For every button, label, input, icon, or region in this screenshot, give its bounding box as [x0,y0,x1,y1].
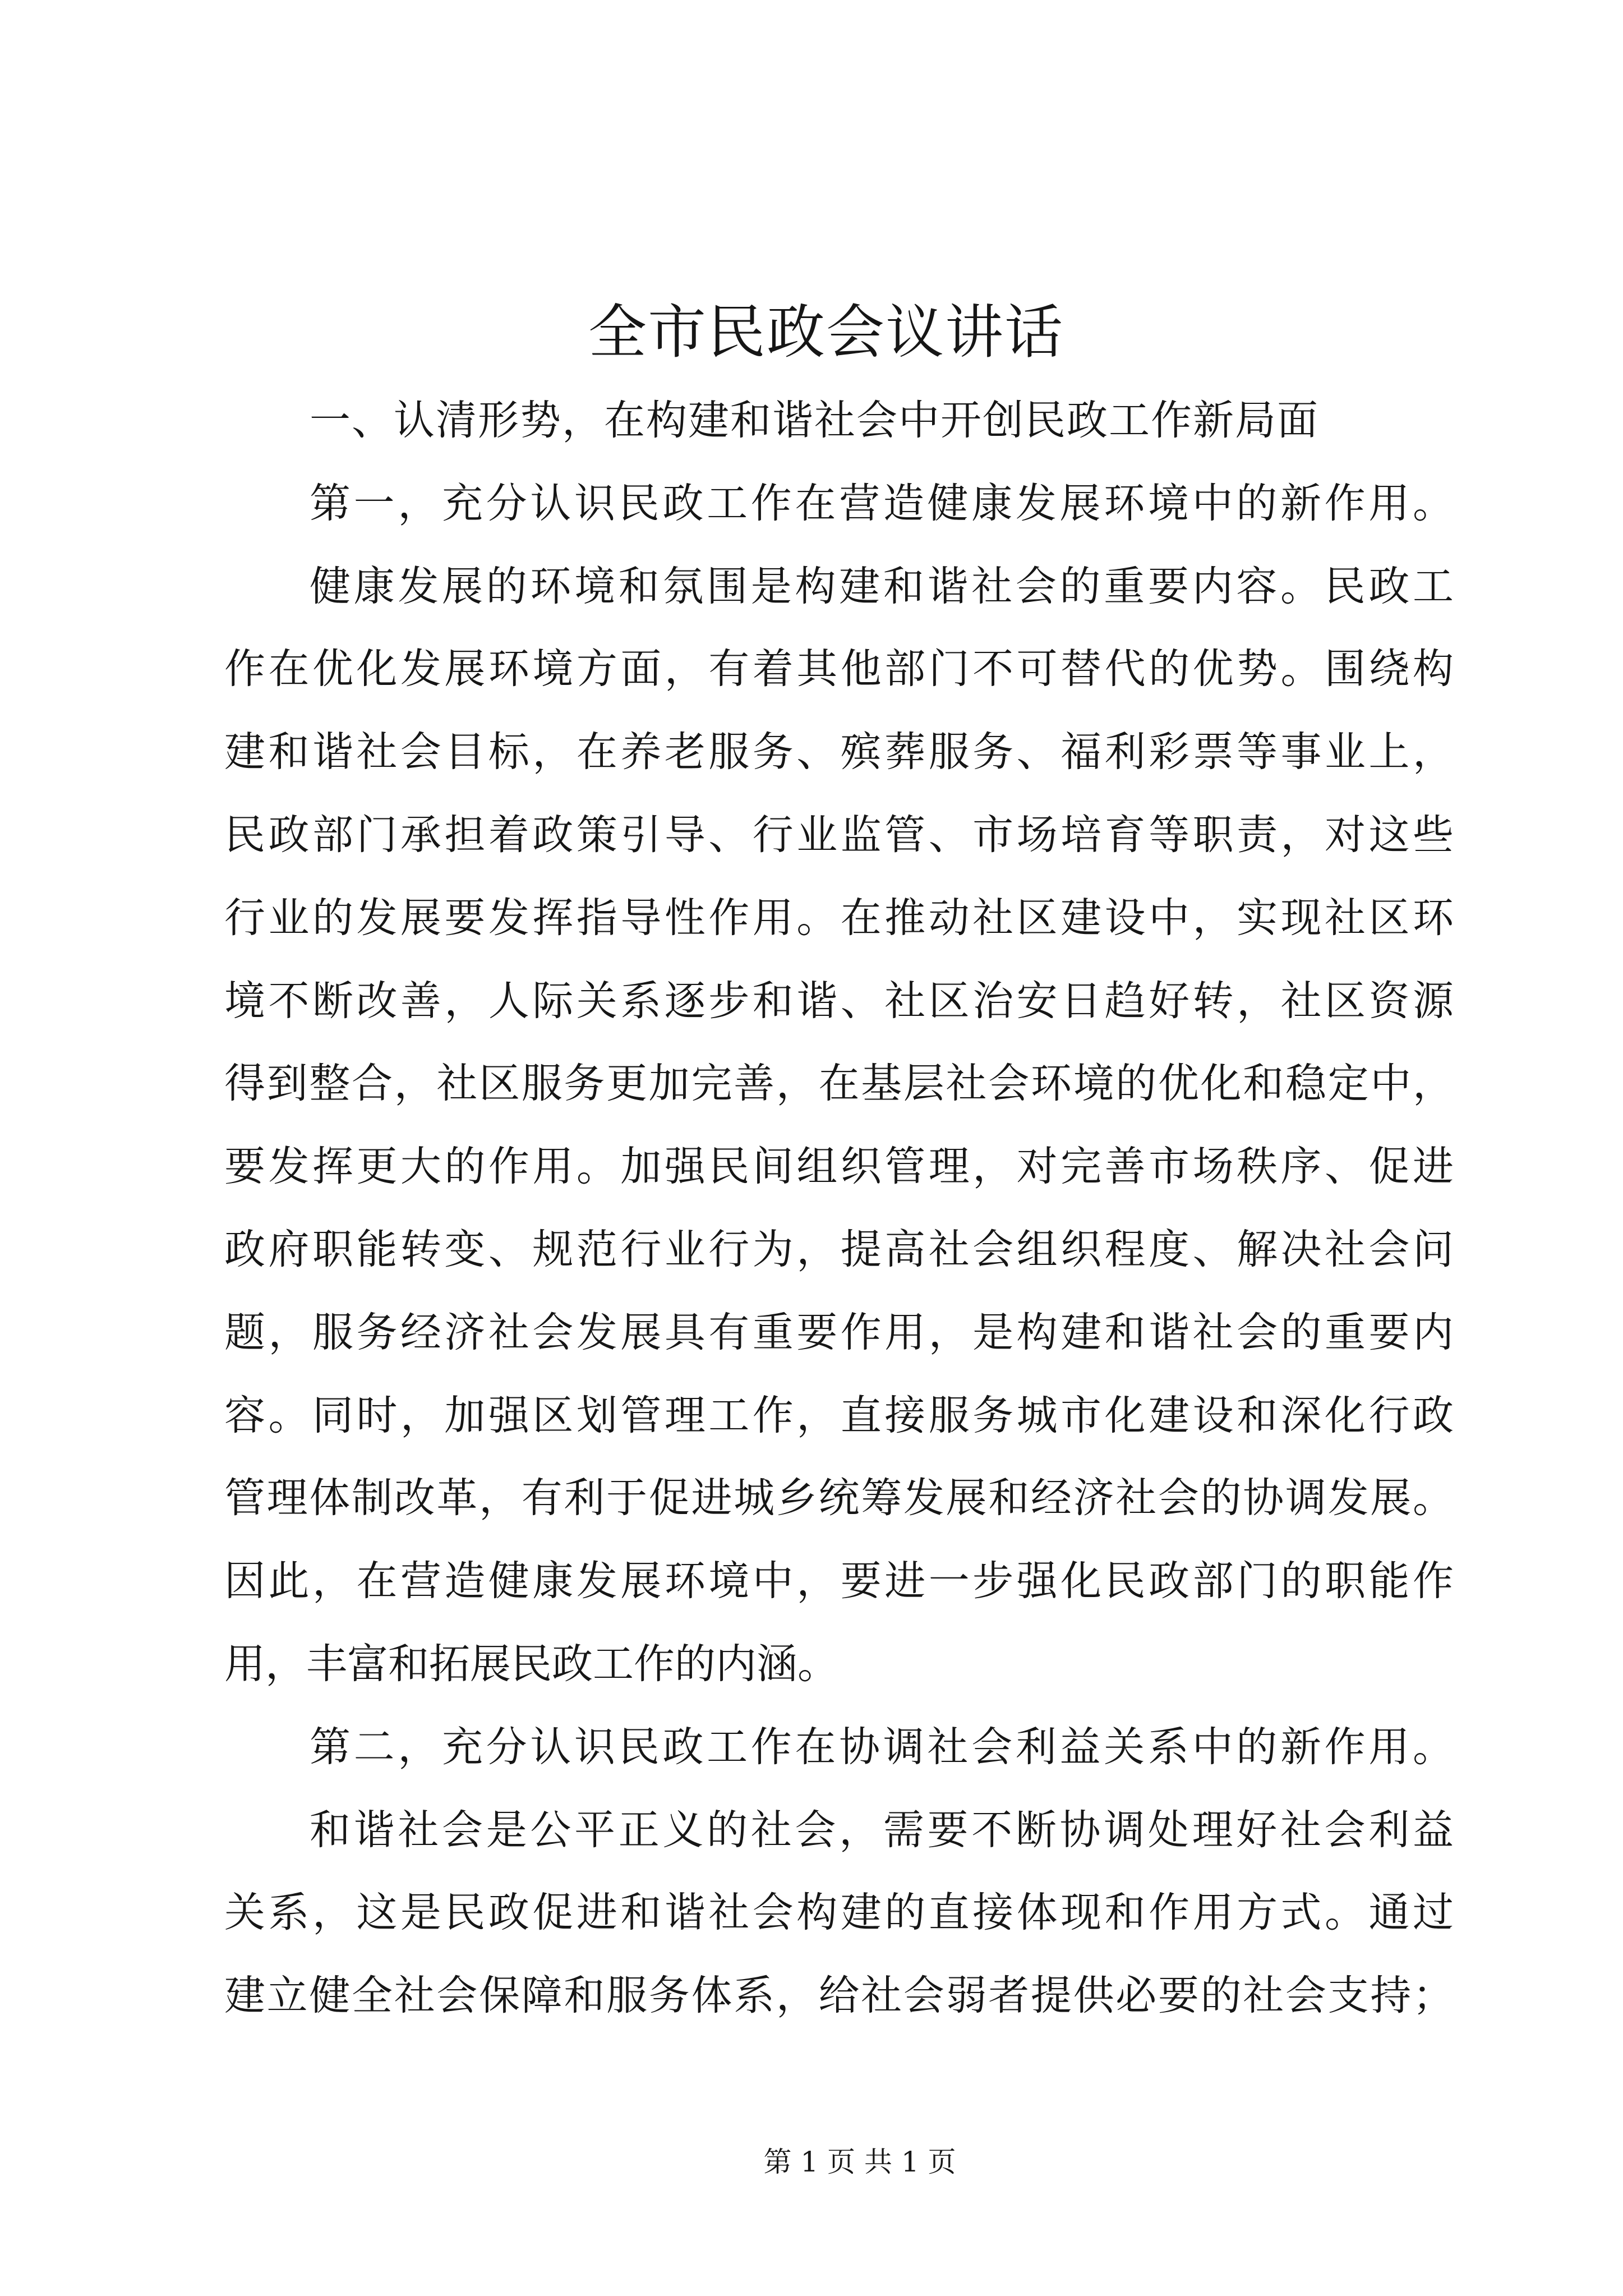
body-line: 管理体制改革，有利于促进城乡统筹发展和经济社会的协调发展。 [224,1474,1454,1522]
point-2-heading: 第二，充分认识民政工作在协调社会利益关系中的新作用。 [310,1723,1454,1771]
body-line: 作在优化发展环境方面，有着其他部门不可替代的优势。围绕构 [224,645,1454,693]
body-line: 要发挥更大的作用。加强民间组织管理，对完善市场秩序、促进 [224,1143,1454,1191]
body-line: 行业的发展要发挥指导性作用。在推动社区建设中，实现社区环 [224,894,1454,942]
body-line: 和谐社会是公平正义的社会，需要不断协调处理好社会利益 [310,1806,1454,1854]
page-footer: 第 1 页 共 1 页 [763,2146,956,2178]
section-heading: 一、认清形势，在构建和谐社会中开创民政工作新局面 [310,397,1319,444]
document-title: 全市民政会议讲话 [588,298,1064,366]
point-1-heading: 第一，充分认识民政工作在营造健康发展环境中的新作用。 [310,479,1454,527]
document-body [224,379,1454,2037]
body-line: 建和谐社会目标，在养老服务、殡葬服务、福利彩票等事业上， [224,728,1454,776]
body-line: 政府职能转变、规范行业行为，提高社会组织程度、解决社会问 [224,1225,1454,1273]
body-line: 用，丰富和拓展民政工作的内涵。 [224,1640,838,1688]
body-line: 因此，在营造健康发展环境中，要进一步强化民政部门的职能作 [224,1557,1454,1605]
body-line: 容。同时，加强区划管理工作，直接服务城市化建设和深化行政 [224,1391,1454,1439]
body-line: 关系，这是民政促进和谐社会构建的直接体现和作用方式。通过 [224,1889,1454,1937]
body-line: 题，服务经济社会发展具有重要作用，是构建和谐社会的重要内 [224,1308,1454,1356]
body-line: 民政部门承担着政策引导、行业监管、市场培育等职责，对这些 [224,811,1454,859]
body-line: 建立健全社会保障和服务体系，给社会弱者提供必要的社会支持； [224,1972,1454,2020]
body-line: 得到整合，社区服务更加完善，在基层社会环境的优化和稳定中， [224,1060,1454,1108]
body-line: 健康发展的环境和氛围是构建和谐社会的重要内容。民政工 [310,562,1454,610]
body-line: 境不断改善，人际关系逐步和谐、社区治安日趋好转，社区资源 [224,977,1454,1025]
